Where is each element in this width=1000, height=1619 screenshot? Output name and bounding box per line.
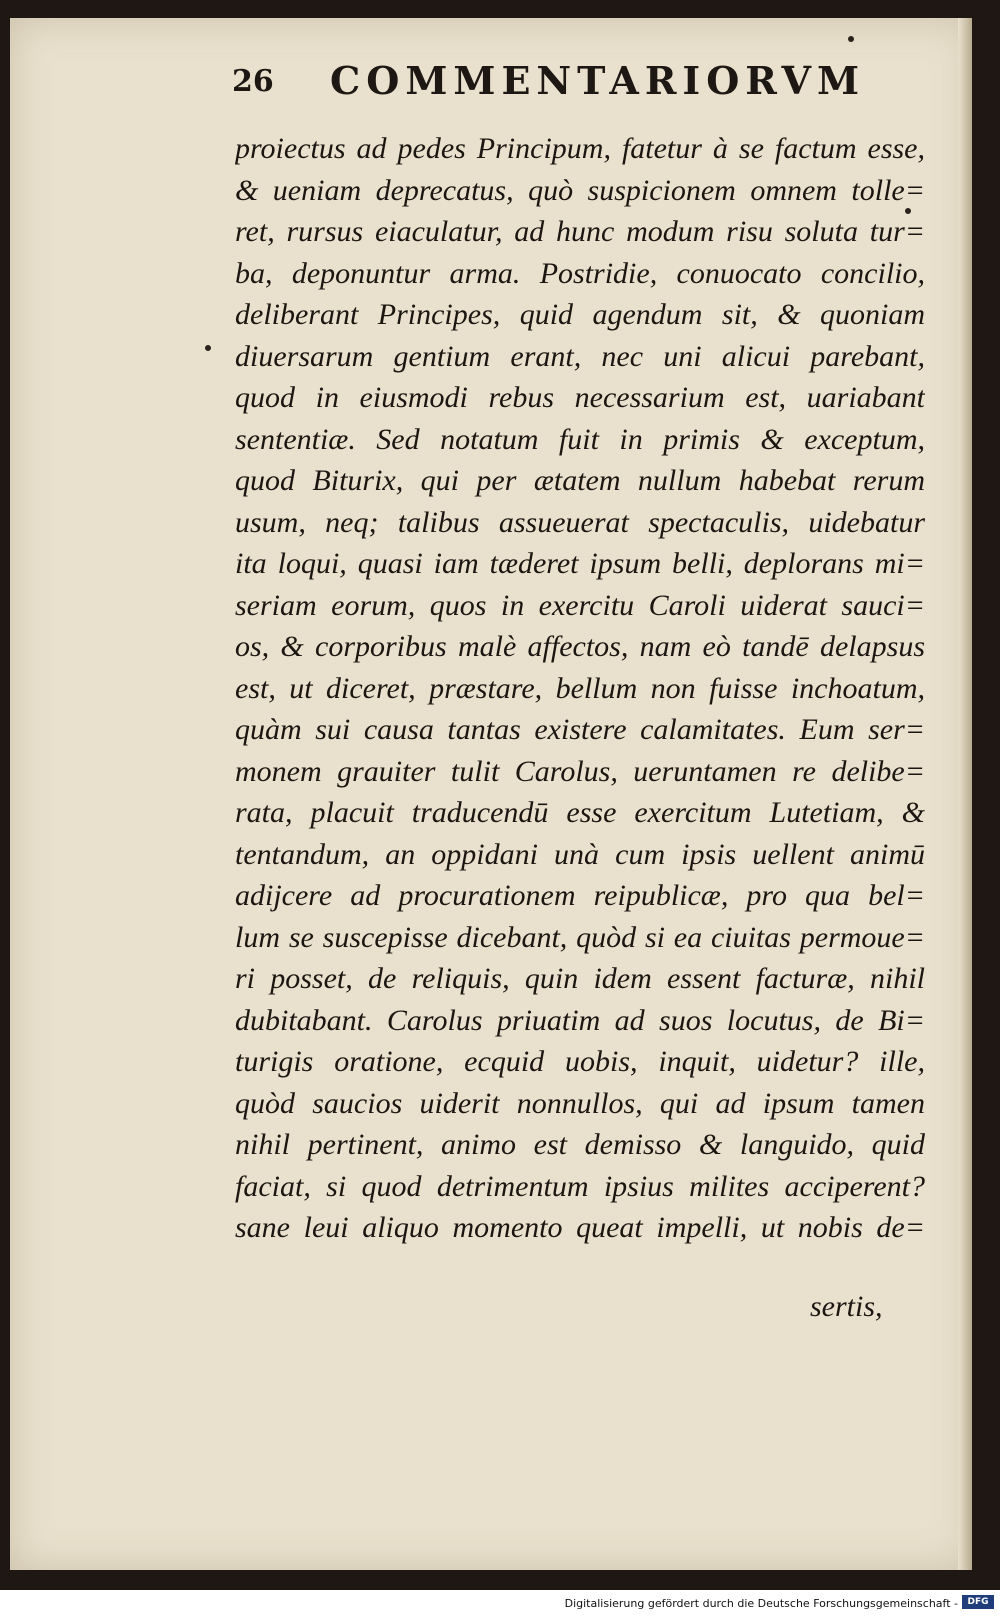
footer-band bbox=[0, 1590, 1000, 1619]
text-line: os, & corporibus malè affectos, nam eò tandē delapsus bbox=[235, 630, 925, 663]
text-line: quàm sui causa tantas existere calamitates. Eum ser= bbox=[235, 713, 925, 746]
page-number: 26 bbox=[232, 64, 274, 99]
catchword: sertis, bbox=[810, 1290, 883, 1323]
text-line: sententiæ. Sed notatum fuit in primis & exceptum, bbox=[235, 422, 925, 456]
text-line: dubitabant. Carolus priuatim ad suos locutus, de Bi= bbox=[235, 1003, 925, 1037]
text-line: faciat, si quod detrimentum ipsius milites acciperent? bbox=[235, 1169, 925, 1203]
text-line: adijcere ad procurationem reipublicæ, pro qua bel= bbox=[235, 879, 925, 912]
text-line: deliberant Principes, quid agendum sit, & quoniam bbox=[235, 298, 925, 331]
page-edge bbox=[958, 18, 972, 1570]
text-line: diuersarum gentium erant, nec uni alicui parebant, bbox=[235, 339, 925, 373]
text-line: est, ut diceret, præstare, bellum non fuisse inchoatum, bbox=[235, 671, 925, 705]
text-line: proiectus ad pedes Principum, fatetur à se factum esse, bbox=[235, 132, 925, 165]
text-line: quod Biturix, qui per ætatem nullum habebat rerum bbox=[235, 464, 925, 497]
text-line: quod in eiusmodi rebus necessarium est, uariabant bbox=[235, 381, 925, 414]
text-line: ret, rursus eiaculatur, ad hunc modum risu soluta tur= bbox=[235, 215, 925, 248]
text-line: tentandum, an oppidani unà cum ipsis uellent animū bbox=[235, 837, 925, 871]
ink-speck bbox=[848, 36, 854, 42]
text-line: quòd saucios uiderit nonnullos, qui ad ipsum tamen bbox=[235, 1086, 925, 1120]
dfg-logo: DFG bbox=[962, 1595, 994, 1609]
text-line: ri posset, de reliquis, quin idem essent facturæ, nihil bbox=[235, 962, 925, 995]
text-line: ba, deponuntur arma. Postridie, conuocato concilio, bbox=[235, 256, 925, 290]
text-line: turigis oratione, ecquid uobis, inquit, uidetur? ille, bbox=[235, 1045, 925, 1078]
text-line: lum se suscepisse dicebant, quòd si ea ciuitas permoue= bbox=[235, 920, 925, 954]
ink-speck bbox=[205, 345, 211, 351]
text-line: rata, placuit traducendū esse exercitum Lutetiam, & bbox=[235, 796, 925, 829]
running-title: COMMENTARIORVM bbox=[330, 58, 866, 103]
text-line: & ueniam deprecatus, quò suspicionem omnem tolle= bbox=[235, 173, 925, 207]
text-line: monem grauiter tulit Carolus, ueruntamen re delibe= bbox=[235, 754, 925, 788]
body-text bbox=[235, 128, 925, 1249]
text-line: seriam eorum, quos in exercitu Caroli uiderat sauci= bbox=[235, 588, 925, 622]
text-line: usum, neq; talibus assueuerat spectaculis, uidebatur bbox=[235, 505, 925, 539]
text-line: nihil pertinent, animo est demisso & languido, quid bbox=[235, 1128, 925, 1161]
funding-credit: Digitalisierung gefördert durch die Deutsche Forschungsgemeinschaft - bbox=[564, 1597, 958, 1610]
text-line: sane leui aliquo momento queat impelli, ut nobis de= bbox=[235, 1211, 925, 1244]
running-head bbox=[220, 58, 920, 108]
text-line: ita loqui, quasi iam tæderet ipsum belli, deplorans mi= bbox=[235, 547, 925, 580]
